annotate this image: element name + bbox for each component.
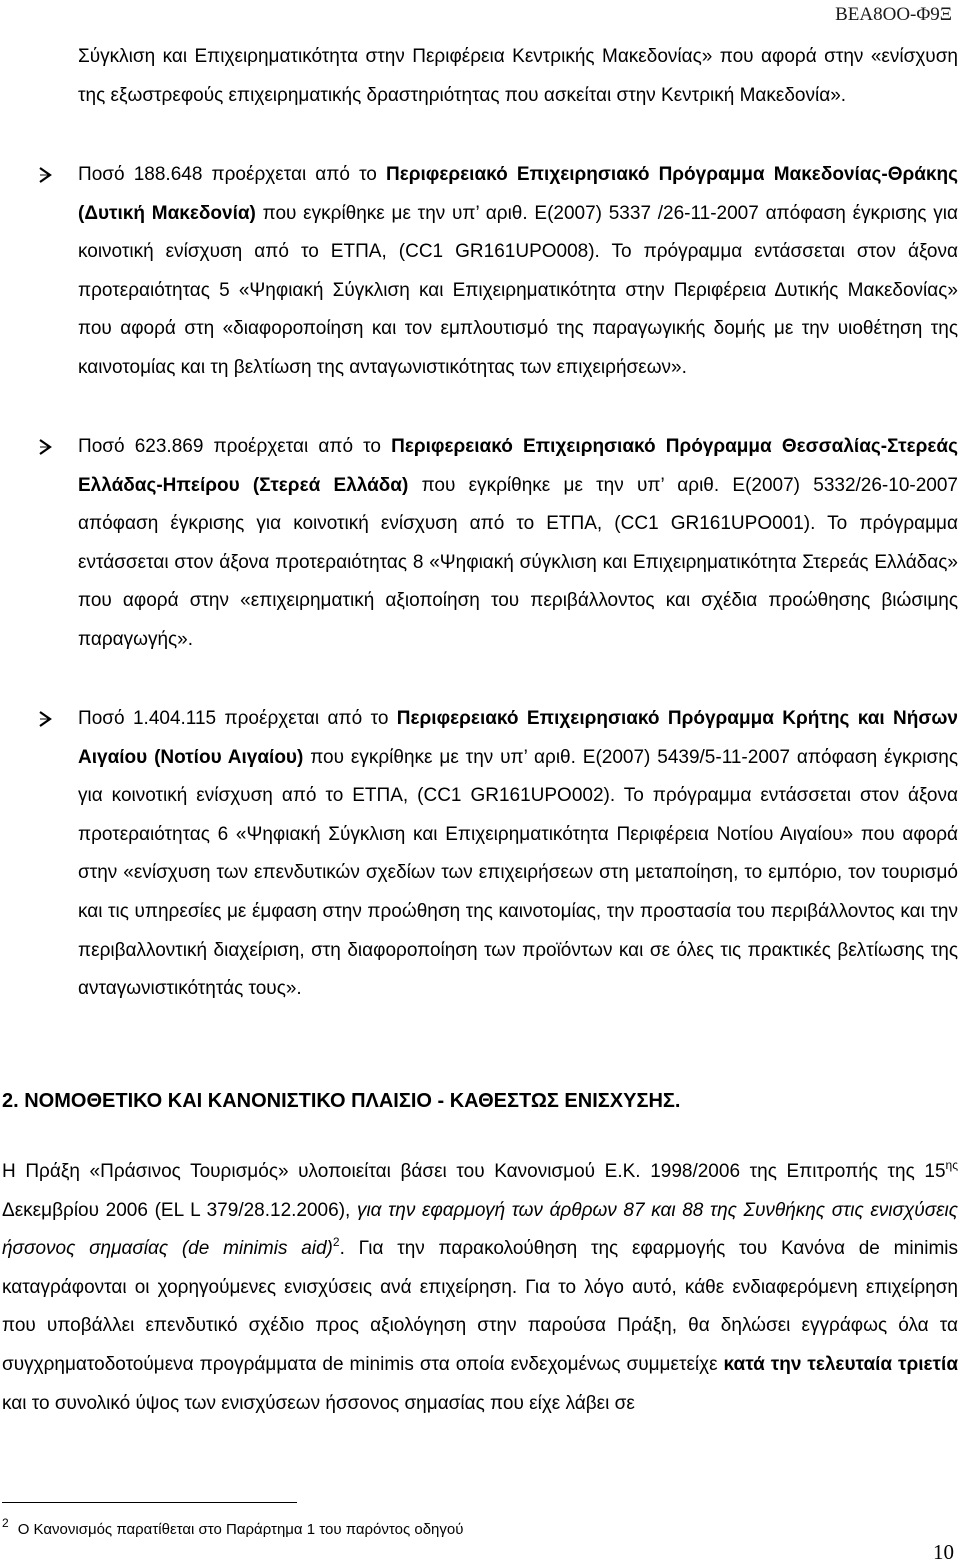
funding-bullet	[38, 700, 958, 1009]
program-name: Περιφερειακό Επιχειρησιακό Πρόγραμμα Θεσσαλίας-Στερεάς Ελλάδας-Ηπείρου (Στερεά Ελλάδα)	[78, 436, 958, 496]
program-name: Περιφερειακό Επιχειρησιακό Πρόγραμμα Κρήτης και Νήσων Αιγαίου (Νοτίου Αιγαίου)	[78, 708, 959, 768]
arrow-bullet-icon	[38, 439, 54, 455]
page-number: 10	[933, 1540, 954, 1564]
funding-bullet	[38, 156, 958, 388]
continuation-text: Σύγκλιση και Επιχειρηματικότητα στην Περιφέρεια Κεντρικής Μακεδονίας» που αφορά στην «ενίσχυση της εξωστρεφούς επιχειρηματικής δραστηριότητας που ασκείται στην Κεντρική Μακεδονία».	[78, 46, 958, 106]
paragraph-text: Δεκεμβρίου 2006 (EL L 379/28.12.2006),	[2, 1199, 357, 1221]
funding-item-3	[38, 700, 958, 1009]
footnote-text: Ο Κανονισμός παρατίθεται στο Παράρτημα 1 του παρόντος οδηγού	[17, 1521, 464, 1538]
bullet-text	[78, 428, 958, 660]
program-name: Περιφερειακό Επιχειρησιακό Πρόγραμμα Μακεδονίας-Θράκης (Δυτική Μακεδονία)	[78, 164, 958, 224]
continuation-block	[38, 38, 958, 115]
amount-lead: Ποσό 623.869 προέρχεται από το	[78, 436, 392, 457]
section-heading: 2. ΝΟΜΟΘΕΤΙΚΟ ΚΑΙ ΚΑΝΟΝΙΣΤΙΚΟ ΠΛΑΙΣΙΟ - ΚΑΘΕΣΤΩΣ ΕΝΙΣΧΥΣΗΣ.	[2, 1090, 681, 1112]
regulation-title-italic: για την εφαρμογή των άρθρων 87 και 88 της Συνθήκης στις ενισχύσεις ήσσονος σημασίας (de minimis aid)	[2, 1199, 958, 1260]
bullet-text	[78, 156, 958, 388]
arrow-bullet-icon	[38, 167, 54, 183]
emphasis-bold: κατά την τελευταία τριετία	[723, 1353, 958, 1375]
paragraph-text: Η Πράξη «Πράσινος Τουρισμός» υλοποιείται βάσει του Κανονισμού Ε.Κ. 1998/2006 της Επιτροπής της 15	[2, 1161, 946, 1182]
amount-lead: Ποσό 188.648 προέρχεται από το	[78, 164, 387, 185]
regulation-paragraph	[2, 1153, 958, 1423]
funding-item-1	[38, 156, 958, 388]
arrow-bullet-icon	[38, 711, 54, 727]
approval-details: που εγκρίθηκε με την υπ’ αριθ. Ε(2007) 5332/26-10-2007 απόφαση έγκρισης για κοινοτική ενίσχυση από το ΕΤΠΑ, (CC1 GR161UPO001). Το πρόγραμμα εντάσσεται στον άξονα προτεραιότητας 8 «Ψηφιακή σύγκλιση και Επιχειρηματικότητα Στερεάς Ελλάδας» που αφορά στην «επιχειρηματική αξιοποίηση του περιβάλλοντος και σχέδια προώθησης βιώσιμης παραγωγής».	[78, 474, 958, 650]
approval-details: που εγκρίθηκε με την υπ’ αριθ. Ε(2007) 5337 /26-11-2007 απόφαση έγκρισης για κοινοτική ενίσχυση από το ΕΤΠΑ, (CC1 GR161UPO008). Το πρόγραμμα εντάσσεται στον άξονα προτεραιότητας 5 «Ψηφιακή Σύγκλιση και Επιχειρηματικότητα στην Περιφέρεια Δυτικής Μακεδονίας» που αφορά στη «διαφοροποίηση και τον εμπλουτισμό της παραγωγικής δομής με την υιοθέτηση της καινοτομίας και τη βελτίωση της ανταγωνιστικότητας των επιχειρήσεων».	[78, 202, 958, 378]
paragraph-text: και το συνολικό ύψος των ενισχύσεων ήσσονος σημασίας που είχε λάβει σε	[2, 1392, 635, 1414]
funding-bullet	[38, 428, 958, 660]
ordinal-superscript: ης	[945, 1158, 958, 1172]
footnote-separator	[2, 1502, 297, 1503]
bullet-text	[78, 700, 958, 1009]
amount-lead: Ποσό 1.404.115 προέρχεται από το	[78, 708, 397, 729]
document-code: ΒΕΑ8ΟΟ-Φ9Ξ	[835, 4, 952, 25]
footnote-number: 2	[2, 1516, 9, 1530]
footnote-reference: 2	[332, 1235, 340, 1250]
footnote	[2, 1512, 463, 1541]
approval-details: που εγκρίθηκε με την υπ’ αριθ. Ε(2007) 5439/5-11-2007 απόφαση έγκρισης για κοινοτική ενίσχυση από το ΕΤΠΑ, (CC1 GR161UPO002). Το πρόγραμμα εντάσσεται στον άξονα προτεραιότητας 6 «Ψηφιακή Σύγκλιση και Επιχειρηματικότητα Περιφέρεια Νοτίου Αιγαίου» που αφορά στην «ενίσχυση των επενδυτικών σχεδίων των επιχειρήσεων στη μεταποίηση, το εμπόριο, τον τουρισμό και τις υπηρεσίες με έμφαση στην προώθηση της καινοτομίας, την προστασία του περιβάλλοντος και την περιβαλλοντική διαχείριση, στη διαφοροποίηση των προϊόντων και σε όλες τις πρακτικές βελτίωσης της ανταγωνιστικότητάς τους».	[78, 746, 958, 1000]
funding-item-2	[38, 428, 958, 660]
paragraph-text: . Για την παρακολούθηση της εφαρμογής του Κανόνα de minimis καταγράφονται οι χορηγούμενες ενισχύσεις ανά επιχείρηση. Για το λόγο αυτό, κάθε ενδιαφερόμενη επιχείρηση που υποβάλλει επενδυτικό σχέδιο προς αξιολόγηση στην παρούσα Πράξη, θα δηλώσει εγγράφως όλα τα συγχρηματοδοτούμενα προγράμματα de minimis στα οποία ενδεχομένως συμμετείχε	[2, 1238, 958, 1375]
